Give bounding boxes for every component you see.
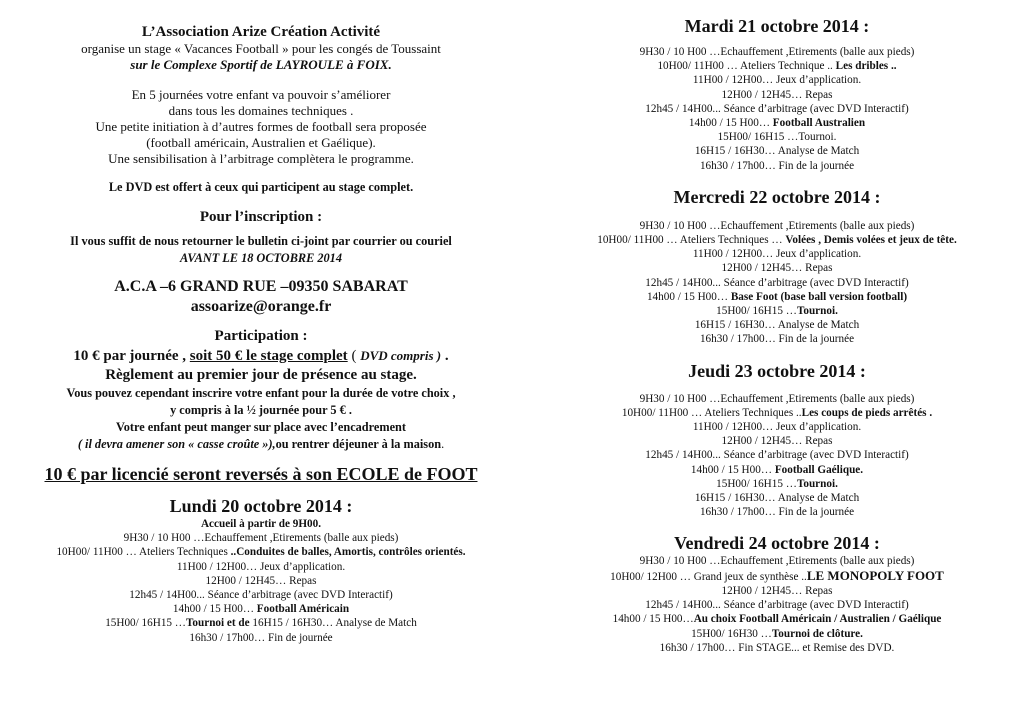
day-title-vendredi: Vendredi 24 octobre 2014 :: [674, 533, 880, 554]
day-title-mardi: Mardi 21 octobre 2014 :: [684, 16, 870, 36]
schedule-line: 10H00/ 11H00 … Ateliers Techniques ..Conduites de balles, Amortis, contrôles orientés.: [56, 546, 466, 559]
schedule-line: 16H15 / 16H30… Analyse de Match: [694, 492, 860, 505]
day-title-jeudi: Jeudi 23 octobre 2014 :: [688, 360, 866, 381]
schedule-line: 12h45 / 14H00... Séance d’arbitrage (avec DVD Interactif): [129, 589, 393, 602]
inscription-text: Il vous suffit de nous retourner le bulletin ci-joint par courrier ou couriel: [70, 234, 452, 248]
left-column: [20, 0, 502, 645]
schedule-line: 16H15 / 16H30… Analyse de Match: [694, 319, 860, 332]
schedule-line: 10H00/ 12H00 … Grand jeux de synthèse ..LE MONOPOLY FOOT: [610, 567, 944, 583]
price-line: 10 € par journée , soit 50 € le stage complet ( DVD compris ) .: [73, 348, 449, 364]
schedule-lundi: [20, 517, 502, 645]
schedule-line: 12h45 / 14H00... Séance d’arbitrage (avec DVD Interactif): [645, 599, 909, 612]
schedule-line: 12H00 / 12H45… Repas: [205, 574, 317, 587]
repas-line: Votre enfant peut manger sur place avec l’encadrement: [116, 420, 406, 434]
schedule-line: 16h30 / 17h00… Fin de journée: [189, 631, 333, 644]
choix-line: Vous pouvez cependant inscrire votre enfant pour la durée de votre choix ,: [66, 386, 456, 400]
schedule-line: 16h30 / 17h00… Fin STAGE... et Remise des DVD.: [659, 641, 895, 654]
schedule-line: 12H00 / 12H45… Repas: [721, 262, 833, 275]
choix-line: y compris à la ½ journée pour 5 € .: [170, 403, 352, 417]
schedule-line: 15H00/ 16H30 …Tournoi de clôture.: [691, 627, 863, 640]
right-column: [538, 0, 1016, 655]
schedule-line: 14h00 / 15 H00… Base Foot (base ball version football): [646, 290, 908, 303]
schedule-line: 11H00 / 12H00… Jeux d’application.: [692, 74, 862, 87]
schedule-line: 12H00 / 12H45… Repas: [721, 88, 833, 101]
schedule-line: 10H00/ 11H00 … Ateliers Techniques ..Les coups de pieds arrêtés .: [621, 406, 933, 419]
schedule-line: 11H00 / 12H00… Jeux d’application.: [692, 421, 862, 434]
schedule-line: 9H30 / 10 H00 …Echauffement ,Etirements (balle aux pieds): [639, 219, 915, 232]
day-title-mercredi: Mercredi 22 octobre 2014 :: [673, 186, 881, 207]
intro-line: En 5 journées votre enfant va pouvoir s’améliorer: [131, 87, 391, 102]
schedule-line: 15H00/ 16H15 …Tournoi.: [716, 305, 838, 318]
schedule-line: 15H00/ 16H15 …Tournoi.: [717, 131, 837, 144]
schedule-mardi: [538, 45, 1016, 173]
email-address[interactable]: assoarize@orange.fr: [190, 298, 332, 315]
org-location: sur le Complexe Sportif de LAYROULE à FOIX.: [130, 57, 392, 72]
schedule-line: 12H00 / 12H45… Repas: [721, 584, 833, 597]
schedule-line: 9H30 / 10 H00 …Echauffement ,Etirements (balle aux pieds): [123, 532, 399, 545]
schedule-line: 10H00/ 11H00 … Ateliers Techniques … Volées , Demis volées et jeux de tête.: [597, 234, 957, 247]
schedule-jeudi: [538, 392, 1016, 520]
schedule-line: 12h45 / 14H00... Séance d’arbitrage (avec DVD Interactif): [645, 449, 909, 462]
intro-line: dans tous les domaines techniques .: [168, 103, 354, 118]
schedule-line: Accueil à partir de 9H00.: [200, 518, 322, 530]
day-title-lundi: Lundi 20 octobre 2014 :: [169, 496, 353, 516]
schedule-line: 10H00/ 11H00 … Ateliers Technique .. Les dribles ..: [657, 60, 897, 73]
schedule-line: 16h30 / 17h00… Fin de la journée: [699, 159, 855, 172]
schedule-line: 9H30 / 10 H00 …Echauffement ,Etirements (balle aux pieds): [639, 392, 915, 405]
repas-line: ( il devra amener son « casse croûte »),ou rentrer déjeuner à la maison.: [77, 437, 445, 451]
schedule-line: 11H00 / 12H00… Jeux d’application.: [692, 248, 862, 261]
participation-title: Participation :: [214, 328, 308, 344]
schedule-mercredi: [538, 219, 1016, 347]
schedule-line: 15H00/ 16H15 …Tournoi et de 16H15 / 16H30… Analyse de Match: [105, 617, 417, 630]
inscription-title: Pour l’inscription :: [199, 209, 323, 225]
schedule-line: 9H30 / 10 H00 …Echauffement ,Etirements (balle aux pieds): [639, 555, 915, 568]
intro-line: (football américain, Australien et Gaélique).: [146, 135, 376, 150]
org-title: L’Association Arize Création Activité: [141, 24, 381, 40]
intro-line: Une petite initiation à d’autres formes de football sera proposée: [95, 119, 427, 134]
schedule-line: 9H30 / 10 H00 …Echauffement ,Etirements (balle aux pieds): [639, 46, 915, 58]
intro-line: Une sensibilisation à l’arbitrage complètera le programme.: [108, 151, 414, 166]
reglement-line: Règlement au premier jour de présence au stage.: [105, 367, 417, 383]
schedule-line: 12h45 / 14H00... Séance d’arbitrage (avec DVD Interactif): [645, 102, 909, 115]
schedule-line: 12h45 / 14H00... Séance d’arbitrage (avec DVD Interactif): [645, 276, 909, 289]
org-description: organise un stage « Vacances Football » pour les congés de Toussaint: [81, 41, 441, 56]
schedule-line: 16H15 / 16H30… Analyse de Match: [694, 145, 860, 158]
schedule-line: 16h30 / 17h00… Fin de la journée: [699, 333, 855, 346]
dvd-offer: Le DVD est offert à ceux qui participent au stage complet.: [108, 180, 414, 194]
schedule-vendredi: [538, 554, 1016, 654]
schedule-line: 16h30 / 17h00… Fin de la journée: [699, 506, 855, 519]
schedule-line: 11H00 / 12H00… Jeux d’application.: [176, 560, 346, 573]
schedule-line: 14h00 / 15 H00… Football Australien: [688, 117, 866, 130]
schedule-line: 14h00 / 15 H00…Au choix Football Américain / Australien / Gaélique: [612, 613, 942, 626]
schedule-line: 14h00 / 15 H00… Football Gaélique.: [690, 463, 864, 476]
schedule-line: 12H00 / 12H45… Repas: [721, 435, 833, 448]
schedule-line: 14h00 / 15 H00… Football Américain: [172, 603, 350, 616]
schedule-line: 15H00/ 16H15 …Tournoi.: [716, 477, 838, 490]
address-line: A.C.A –6 GRAND RUE –09350 SABARAT: [114, 278, 408, 295]
inscription-deadline: AVANT LE 18 OCTOBRE 2014: [180, 251, 342, 265]
licencie-notice: 10 € par licencié seront reversés à son ECOLE de FOOT: [44, 464, 478, 484]
